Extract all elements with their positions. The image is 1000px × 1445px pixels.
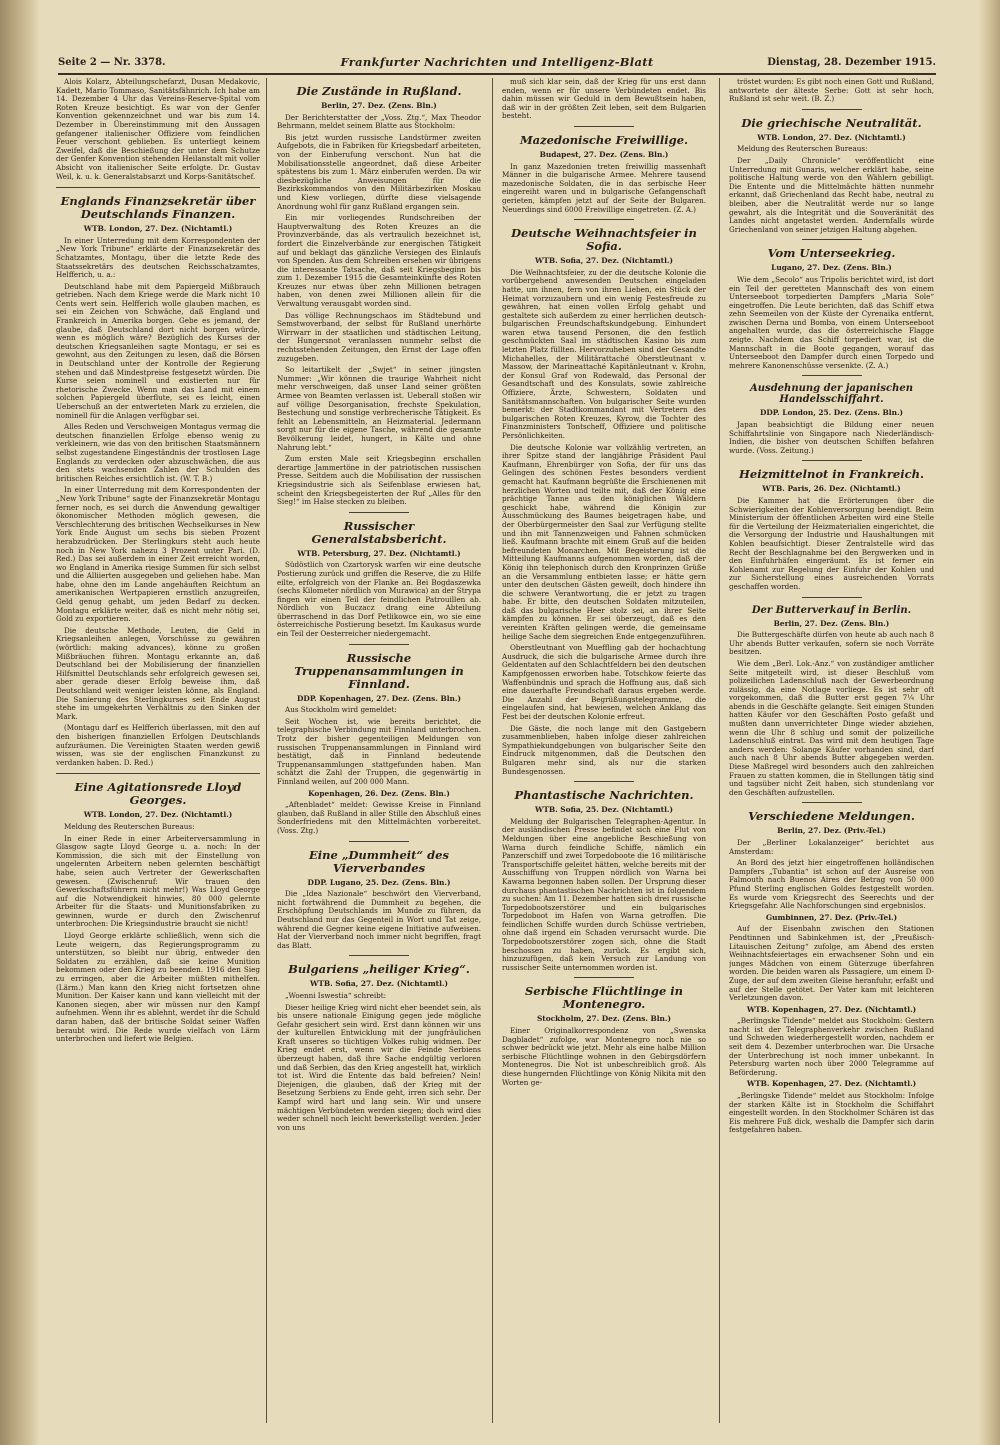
masthead: Frankfurter Nachrichten und Intelligenz-Blatt xyxy=(340,55,654,69)
article-divider xyxy=(802,597,862,598)
paragraph: Deutschland habe mit dem Papiergeld Mißbrauch getrieben. Nach dem Kriege werde die Mark nicht 10 Cents wert sein. Helfferich wolle glauben machen, es sei ein Zeichen von Schwäche, daß England und Frankreich in Amerika borgen. Gebe es jemand, der glaube, daß Deutschland dort nicht borgen würde, wenn es möglich wäre? Bezüglich des Kurses der deutschen Kriegsanleihen sagte Montagu, er sei es gewohnt, aus den Zeitungen zu lesen, daß die Börsen in Deutschland unter der Kontrolle der Regierung stehen und daß Mindestpreise festgesetzt würden. Die Kurse seien nominell und existierten nur für rhetorische Zwecke. Wenn man das Land mit einem solchen Papiergeld überflute, sei es leicht, einen Ueberschuß an der entwerteten Mark zu erzielen, die nominell für die Anlagen verfügbar sei. xyxy=(56,281,260,420)
dateline: Stockholm, 27. Dez. (Zens. Bln.) xyxy=(536,1014,672,1024)
headline-dummheit-vierverband: Eine „Dummheit“ des Vierverbandes xyxy=(309,847,449,875)
paragraph: „Berlingske Tidende“ meldet aus Stockholm: Gestern nacht ist der Telegraphenverkehr zwischen Rußland und Schweden wiederhergestellt worden, nachdem er seit dem 4. Dezember unterbrochen war. Die Ursache der Unterbrechung ist noch immer unbekannt. In Petersburg warten noch über 2000 Telegramme auf Beförderung. xyxy=(729,1016,934,1077)
dateline: WTB. Paris, 26. Dez. (Nichtamtl.) xyxy=(762,484,901,494)
paragraph: In einer Unterredung mit dem Korrespondenten der „New York Tribune“ erklärte der Finanzsekretär des Schatzamtes, Montagu, über die letzte Rede des Staatssekretärs des deutschen Reichsschatzamtes, Helfferich, u. a.: xyxy=(56,235,260,280)
dateline: DDP. London, 25. Dez. (Zens. Bln.) xyxy=(759,408,904,418)
article-continuation: muß sich klar sein, daß der Krieg für uns erst dann enden, wenn er für unsere Verbündeten endet. Bis dahin müssen wir Geduld in dem Bewußtsein haben, daß wir in der größten Zeit leben, seit dem Bulgarien besteht. xyxy=(502,78,706,121)
paragraph: Die Kammer hat die Erörterungen über die Schwierigkeiten der Kohlenversorgung beendigt. Beim Ministerium der öffentlichen Arbeiten wird eine Stelle für die Verteilung der Heizmaterialien eingerichtet, die die Versorgung der Industrie und Haushaltungen mit Kohlen beaufsichtigt. Dieser Zentralstelle wird das Recht der Beschlagnahme bei den Bergwerken und in den Einfuhrhäfen eingeräumt. Es ist ferner ein Kohlenamt zur Regelung der Einfuhr der Kohlen und zur Sicherstellung eines ausreichenden Vorrats geschaffen worden. xyxy=(729,496,934,591)
article-divider xyxy=(574,781,634,782)
paragraph: Die Gäste, die noch lange mit den Gastgebern zusammenblieben, haben infolge dieser zahlreichen Sympathiekundgebungen von bulgarischer Seite den Eindruck mitgenommen, daß die Deutschen den Bulgaren mehr sind, als nur die starken Bundesgenossen. xyxy=(502,723,706,776)
paragraph: Ein mir vorliegendes Rundschreiben der Hauptverwaltung des Roten Kreuzes an die Provinzverbände, das als vertraulich bezeichnet ist, fordert die Einzelverbände zur energischen Tätigkeit auf und beklagt das gänzliche Versiegen des Einlaufs von Spenden. Aus dem Schreiben ersehen wir übrigens die interessante Tatsache, daß seit Kriegsbeginn bis zum 1. Dezember 1915 die Gesamteinkünfte des Roten Kreuzes nur etwas über zehn Millionen betragen haben, von denen zwei Millionen allein für die Verwaltung verausgabt worden sind. xyxy=(277,213,481,309)
dateline: WTB. London, 27. Dez. (Nichtamtl.) xyxy=(83,224,233,234)
dateline: DDP. Kopenhagen, 27. Dez. (Zens. Bln.) xyxy=(297,693,461,703)
headline-lloyd-george: Eine Agitationsrede Lloyd Georges. xyxy=(74,780,242,808)
paragraph: „Aftenbladet“ meldet: Gewisse Kreise in Finnland glauben, daß Rußland in aller Stille den Abschluß eines Sonderfriedens mit den Mittelmächten vorbereitet. (Voss. Ztg.) xyxy=(277,800,481,835)
article-divider xyxy=(349,841,409,842)
dateline: WTB. London, 27. Dez. (Nichtamtl.) xyxy=(83,810,233,820)
paragraph: (Montagu darf es Helfferich überlassen, mit den auf den bisherigen finanziellen Erfolgen Deutschlands aufzuräumen. Die Vereinigten Staaten werden gewiß wissen, was sie der englischen Finanzkunst zu verdanken haben. D. Red.) xyxy=(56,723,260,767)
column-1 xyxy=(56,78,260,1428)
issue-date: Dienstag, 28. Dezember 1915. xyxy=(767,57,936,68)
paragraph: Lloyd George erklärte schließlich, wenn sich die Leute weigern, das Regierungsprogramm zu unterstützen, so bleibt nur übrig, entweder den Soldaten zu erzählen, daß sie keine Munition bekommen oder den Krieg zu beenden. 1916 den Sieg zu erringen, aber die Arbeiter müßten mithelfen. (Lärm.) Man kann den Krieg nicht fortsetzen ohne Munition. Der Kaiser kann und kann vielleicht mit der Kanonen siegen, aber wir müssen nur den Kampf aufnehmen. Wenn ihr es ablehnt, werdet ihr die Schuld daran haben, daß der britische Soldat seiner Waffen beraubt wird. Die Rede wurde vielfach von Lärm unterbrochen und liefert wie Belgien. xyxy=(56,931,260,1044)
dateline: DDP. Lugano, 25. Dez. (Zens. Bln.) xyxy=(307,877,451,887)
dateline: WTB. Kopenhagen, 27. Dez. (Nichtamtl.) xyxy=(746,1079,917,1089)
column-rule xyxy=(266,78,267,1423)
article-divider xyxy=(349,512,409,513)
dateline: Budapest, 27. Dez. (Zens. Bln.) xyxy=(539,149,669,159)
paragraph: Der „Daily Chronicle“ veröffentlicht eine Unterredung mit Gunaris, welcher erklärt habe, seine politische Haltung werde von den Wählern gebilligt. Die Entente und die Mittelmächte hätten nunmehr erkannt, daß Griechenland das Recht habe, neutral zu bleiben, aber die Neutralität werde nur so lange gewahrt, als die Integrität und die Souveränität des Landes nicht angetastet werden. Andernfalls würde Griechenland von seiner jetzigen Haltung abgehen. xyxy=(729,155,934,234)
headline-zustaende-russland: Die Zustände in Rußland. xyxy=(296,84,462,98)
paragraph: Der „Berliner Lokalanzeiger“ berichtet aus Amsterdam: xyxy=(729,838,934,856)
paragraph: An Bord des jetzt hier eingetroffenen holländischen Dampfers „Tubantia“ ist schon auf der Ausreise von Falmouth nach Buenos Aires der Betrag von 50 000 Pfund Sterling englischen Goldes festgestellt worden. Es wurde vom Kriegsrecht des Seerechts und der Kriegsgefahr. Alle Nachforschungen sind ergebnislos. xyxy=(729,858,934,911)
headline-heizmittelnot-frankreich: Heizmittelnot in Frankreich. xyxy=(739,467,924,482)
paragraph: Meldung der Bulgarischen Telegraphen-Agentur. In der ausländischen Presse befindet sich eine Flut von Meldungen über eine angebliche Beschießung von Warna durch feindliche Schiffe, nämlich ein Panzerschiff und zwei Torpedoboote die 16 militärische Transportschiffe geleitet hätten, welche bereits mit der Ausschiffung von Truppen nördlich von Warna bei Kawarna begonnen haben sollen. Der Ursprung dieser durchaus phantastischen Nachrichten ist in folgendem zu suchen: Am 11. Dezember hatten sich drei russische Torpedobootszerstörer und ein bulgarisches Torpedoboot im Hafen von Warna getroffen. Die feindlichen Schiffe wurden durch Schüsse vertrieben, ohne daß irgend ein Schaden verursacht wurde. Die Torpedobootszerstörer zogen sich, ohne die Stadt beschossen zu haben, zurück. Es ergibt sich, hinzuzufügen, daß kein Versuch zur Landung von russischer Seite unternommen worden ist. xyxy=(502,816,706,972)
headline-japanische-handelsschiffahrt: Ausdehnung der japanischen Handelsschiffahrt. xyxy=(750,383,913,406)
paragraph: Die „Idea Nazionale“ beschwört den Vierverband, nicht fortwährend die Dummheit zu begehen, die Erschöpfung Deutschlands im Munde zu führen, da Deutschland nur das Gegenteil in Wort und Tat zeige, während die Gegner keine eigene Initiative aufweisen. Hat der Vierverband noch immer nicht begriffen, fragt das Blatt. xyxy=(277,889,481,950)
book-binding-edge xyxy=(0,0,40,1445)
article-divider xyxy=(802,802,862,803)
headline-englands-finanzsekretaer: Englands Finanzsekretär über Deutschlands Finanzen. xyxy=(60,194,256,222)
dateline: Berlin, 27. Dez. (Zens. Bln.) xyxy=(321,101,437,110)
paragraph: So leitartikelt der „Swjet“ in seiner jüngsten Nummer: „Wir können die traurige Wahrheit nicht mehr verschweigen, daß unser Land seiner größten Armee von Beamten verlassen ist. Ueberall stoßen wir auf völlige Desorganisation, frechste Spekulation, Bestechung und sonstige verbrecherische Tätigkeit. Es fehlt an Lebensmitteln, an Heizmaterial. Jedermann sorgt nur für die eigene Tasche, während die gesamte Bevölkerung leidet, hungert, in Kälte und ohne Nahrung lebt.“ xyxy=(277,365,481,452)
dateline: WTB. Sofia, 27. Dez. (Nichtamtl.) xyxy=(535,256,673,266)
headline-weihnachtsfeier-sofia: Deutsche Weihnachtsfeier in Sofia. xyxy=(511,226,697,254)
dateline: Berlin, 27. Dez. (Zens. Bln.) xyxy=(773,618,890,628)
article-divider xyxy=(802,109,862,110)
paragraph: Aus Stockholm wird gemeldet: xyxy=(285,705,397,715)
paragraph: In ganz Mazedonien treten freiwillig massenhaft Männer in die bulgarische Armee. Mehrere tausend mazedonische Soldaten, die in das serbische Heer eingereiht waren und in bulgarische Gefangenschaft gerieten, kämpfen jetzt auf der Seite der Bulgaren. Neuerdings sind 6000 Freiwillige eingetreten. (Z. A.) xyxy=(502,161,706,214)
article-divider xyxy=(802,375,862,376)
paragraph: Der Berichterstatter der „Voss. Ztg.“, Max Theodor Behrmann, meldet seinem Blatte aus Stockholm: xyxy=(277,112,481,131)
headline-butterverkauf-berlin: Der Butterverkauf in Berlin. xyxy=(751,604,912,616)
article-continuation: tröstet wurden: Es gibt noch einen Gott und Rußland, antwortete der älteste Serbe: Gott ist sehr hoch, Rußland ist sehr weit. (B. Z.) xyxy=(729,78,934,104)
paragraph: In einer Unterredung mit dem Korrespondenten der „New York Tribune“ sagte der Finanzsekretär Montagu ferner noch, es sei durch die Anwendung gewaltiger ökonomischer Methoden möglich gewesen, die Verschlechterung des britischen Wechselkurses in New York Ende August um sechs bis sieben Prozent herabzudrücken. Der Sterlingkurs steht auch heute noch in New York nahezu 3 Prozent unter Pari. (D. Red.) Das sei außerdem in einer Zeit erreicht worden, wo England in Amerika riesige Summen für sich selbst und die Alliierten ausgegeben und geliehen habe. Man habe, ohne den im Lande angehäuften Reichtum an amerikanischen Wertpapieren ernstlich anzugreifen, Geld genug gehabt, um jeden Bedarf zu decken. Montagu erklärte weiter, daß es nicht mehr nötig sei, Gold zu exportieren. xyxy=(56,485,260,624)
paragraph: Japan beabsichtigt die Bildung einer neuen Schiffahrtslinie von Singapore nach Niederländisch-Indien, die bisher von deutschen Schiffen befahren wurde. (Voss. Zeitung.) xyxy=(729,420,934,455)
paragraph: Die deutsche Methode, Leuten, die Geld in Kriegsanleihen anlegen, Vorschüsse zu gewähren (wörtlich: making advances), könne zu großen Mißbräuchen führen. Montagu erkannte an, daß Deutschland bei der Mobilisierung der finanziellen Hilfsmittel Deutschlands sehr erfolgreich gewesen sei, aber gerade dieser Erfolg beweise ihm, daß Deutschland weit weniger leisten könne, als England. Die Sanierung des Sterlingkurses seit Ende August stehe im umgekehrten Verhältnis zu den Sinken der Mark. xyxy=(56,625,260,721)
paragraph: Dieser heilige Krieg wird nicht eher beendet sein, als bis unsere nationale Einigung gegen jede mögliche Gefahr gesichert sein wird. Erst dann können wir uns der kulturellen Entwicklung mit der jungfräulichen Kraft unseres so tüchtigen Volkes ruhig widmen. Der Krieg endet erst, wenn wir die Feinde Serbiens überzeugt haben, daß ihre Sache endgültig verloren und daß Serbien, das den Krieg angestellt hat, wirklich tot ist. Wird die Entente das bald befreien? Nein! Diejenigen, die glauben, daß der Krieg mit der Besetzung Serbiens zu Ende geht, irren sich sehr. Der Kampf wird hart und lang sein. Wir und unsere mächtigen Verbündeten werden siegen; doch wird dies weder schnell noch leicht bewerkstelligt werden. Jeder von uns xyxy=(277,1002,481,1132)
paragraph: „Woenni Iswestia“ schreibt: xyxy=(285,990,387,1000)
article-continuation: Alois Kolarz, Abteilungschefarzt, Dusan Medakovic, Kadett, Mario Tommaso, Sanitätsfähnrich. Ich habe am 14. Dezember 4 Uhr das Vereins-Reserve-Spital vom Roten Kreuze besichtigt. Es war von der Genfer Konvention gekennzeichnet und war bis zum 14. Dezember in Übereinstimmung mit den Aussagen gefangener italienischer Offiziere vom feindlichen Feuer verschont geblieben. Es unterliegt keinem Zweifel, daß die Beschießung der unter dem Schutze der Genfer Konvention stehenden Heilanstalt mit voller Absicht von italienischer Seite erfolgte. Dr. Gustav Weil, k. u. k. Generalstabsarzt und Korps-Sanitätschef. xyxy=(56,78,260,181)
headline-unterseekrieg: Vom Unterseekrieg. xyxy=(767,246,896,261)
dateline: Gumbinnen, 27. Dez. (Priv.-Tel.) xyxy=(765,912,898,922)
headline-bulgariens-heiliger-krieg: Bulgariens „heiliger Krieg“. xyxy=(288,962,470,977)
paragraph: „Berlingske Tidende“ meldet aus Stockholm: Infolge der starken Kälte ist in Stockholm die Schiffahrt eingestellt worden. In den Stockholmer Schären ist das Eis mehrere Fuß dick, weshalb die Dampfer sich darin festgefahren haben. xyxy=(729,1091,934,1135)
dateline: WTB. Kopenhagen, 27. Dez. (Nichtamtl.) xyxy=(746,1004,917,1014)
dateline: WTB. London, 27. Dez. (Nichtamtl.) xyxy=(757,132,906,142)
page-number: Seite 2 — Nr. 3378. xyxy=(58,57,166,68)
article-divider xyxy=(349,955,409,956)
paragraph: Meldung des Reuterschen Bureaus: xyxy=(737,144,868,154)
article-divider xyxy=(349,644,409,645)
headline-russischer-generalstabsbericht: Russischer Generalstabsbericht. xyxy=(311,518,447,546)
column-2 xyxy=(277,78,481,1428)
headline-truppenansammlungen-finnland: Russische Truppenansammlungen in Finnland. xyxy=(294,650,464,691)
paragraph: Alles Reden und Verschweigen Montagus vermag die deutschen finanziellen Erfolge ebenso wenig zu verkleinern, wie das von den britischen Staatsmännern selbst zugestandene Eingeständnis der trostlosen Lage Englands zu verdecken oder abzuschwächen, die aus den stets wachsenden Zahlen der Schulden des britischen Reiches ersichtlich ist. (W. T. B.) xyxy=(56,422,260,483)
page-header xyxy=(58,55,936,75)
article-divider xyxy=(574,219,634,220)
paragraph: Zum ersten Male seit Kriegsbeginn erschallen derartige Jammertöne in der patriotischen russischen Presse. Seitdem auch die Mobilisation der russischen Kriegsindustrie sich als Seifenblase erwiesen hat, scheint den Kriegsbegeisterten der Ruf „Alles für den Sieg!“ im Halse stecken zu bleiben. xyxy=(277,454,481,507)
paragraph: Bis jetzt wurden russische Landstürmer zweiten Aufgebots, die in Fabriken für Kriegsbedarf arbeiteten, von der Einberufung verschont. Nun hat die Mobilisationsstelle angeordnet, daß diese Arbeiter spätestens bis zum 1. März einberufen werden. Da wir diesbezügliche Anweisungen für die Bezirkskommandos von den Militärbezirken Moskau und Kiew vorliegen, dürfte diese vielsagende Anordnung wohl für ganz Rußland ergangen sein. xyxy=(277,132,481,211)
paragraph: Südöstlich von Czartorysk warfen wir eine deutsche Postierung zurück und griffen die Reserve, die zu Hilfe eilte, erfolgreich von der Flanke an. Bei Bogdaszewka (sechs Kilometer nördlich von Murawica) an der Strypa fingen wir einen Teil der feindlichen Patrouillen ab. Nördlich von Buczacz drang eine Abteilung überraschend in das Dorf Petlikowce ein, wo sie eine österreichische Postierung besetzt. Im Kaukasus wurde ein Teil der Oesterreicher niedergemacht. xyxy=(277,560,481,639)
headline-serbische-fluechtlinge: Serbische Flüchtlinge in Montenegro. xyxy=(524,984,683,1012)
headline-griechische-neutralitaet: Die griechische Neutralität. xyxy=(741,115,922,130)
paragraph: Die Buttergeschäfte dürfen von heute ab auch nach 8 Uhr abends Butter verkaufen, sofern sie noch Vorräte besitzen. xyxy=(729,630,934,657)
column-rule xyxy=(719,78,720,1423)
article-divider xyxy=(56,773,260,774)
article-divider xyxy=(802,239,862,240)
paragraph: Oberstleutnant von Mueffling gab der hochachtung Ausdruck, die sich die bulgarische Armee durch ihre Geldentaten auf den Schlachtfeldern bei den deutschen Kampfgenossen erworben habe. Totschkow feierte das Waffenbündnis und sprach die Hoffnung aus, daß sich eine dauerhafte Freundschaft daraus ergeben werde. Die Anzahl der Begrüßungstelegramme, die eingelaufen sind, hat bewiesen, welchen Anklang das Fest bei der deutschen Kolonie erfreut. xyxy=(502,643,706,721)
column-rule xyxy=(492,78,493,1423)
article-divider xyxy=(56,187,260,188)
headline-verschiedene-meldungen: Verschiedene Meldungen. xyxy=(748,809,915,824)
dateline: WTB. Sofia, 27. Dez. (Nichtamtl.) xyxy=(310,979,448,989)
dateline: WTB. Petersburg, 27. Dez. (Nichtamtl.) xyxy=(297,548,461,558)
article-divider xyxy=(802,460,862,461)
paragraph: Auf der Eisenbahn zwischen den Stationen Pendtinnen und Sabinkehmen ist, der „Preußisch-Litauischen Zeitung“ zufolge, am Abend des ersten Weihnachtsfeiertages ein erwachsener Sohn und ein junges Mädchen von einem Güterzuge überfahren worden. Die beiden waren als Passagiere, um einem D-Zuge, der auf dem zweiten Gleise heranfuhr, erfaßt und auf der Stelle getötet. Der Vater kam mit leichteren Verletzungen davon. xyxy=(729,924,934,1003)
paragraph: Wie dem „Berl. Lok.-Anz.“ von zuständiger amtlicher Seite mitgeteilt wird, ist dieser Beschluß vom polizeilichen Ladenschluß nach der Gewerbeordnung zulässig, da eine Notlage vorliege. Es ist sehr oft vorgekommen, daß die Butter erst gegen 7¼ Uhr abends in die Geschäfte gelangte. Seit einigen Stunden hatten Käufer vor den Geschäften Posto gefaßt und mußten dann unverrichteter Dinge wieder abziehen, wenn die Uhr 8 schlug und somit der polizeiliche Ladenschluß eintrat. Das wird mit dem heutigen Tage anders werden: Solange Käufer vorhanden sind, darf auch nach 8 Uhr abends Butter abgegeben werden. Diese Maßregel wird besonders auch den zahlreichen Frauen zu statten kommen, die in Stellungen tätig sind und tagsüber nicht Zeit haben, sich stundenlang vor den Geschäften aufzustellen. xyxy=(729,658,934,797)
dateline: WTB. Sofia, 25. Dez. (Nichtamtl.) xyxy=(535,805,673,815)
column-3 xyxy=(502,78,706,1428)
paragraph: Seit Wochen ist, wie bereits berichtet, die telegraphische Verbindung mit Finnland unterbrochen. Trotz der bisher gegenteiligen Meldungen von russischen Truppenansammlungen in Finnland wird bestätigt, daß in Finnland bedeutende Truppenansammlungen stattgefunden haben. Man schätzt die Zahl der Truppen, die gegenwärtig in Finnland weilen, auf 200 000 Mann. xyxy=(277,716,481,786)
paragraph: Die Weihnachtsfeier, zu der die deutsche Kolonie die vorübergehend anwesenden Deutschen eingeladen hatte, um ihnen, fern von ihren Lieben, ein Stück der Heimat vorzuzaubern und ein wenig Festesfreude zu gewähren, hat einen vollen Erfolg gehabt und gestaltete sich außerdem zu einer herrlichen deutsch-bulgarischen Freundschaftskundgebung. Einhundert waren etwa tausend Personen, die den festlich geschmückten Saal im städtischen Kasino bis zum letzten Platz füllten. Hervorzuheben sind der Gesandte Michahelles, der Militärattaché Oberstleutnant v. Massow, der Marineattaché Kapitänleutnant v. Krohn, der Konsul Graf von Rodewald, das Personal der Gesandtschaft und des Konsulats, sowie zahlreiche Offiziere, Ärzte, Schwestern, Soldaten und Sanitätsmannschaften. Von bulgarischer Seite wurden bemerkt: der Stadtkommandant mit Vertretern des bulgarischen Roten Kreuzes, Kyrow, die Tochter des Finanzministers Tontscheff, Offiziere und politische Persönlichkeiten. xyxy=(502,267,706,440)
dateline: Kopenhagen, 26. Dez. (Zens. Bln.) xyxy=(308,788,450,798)
article-divider xyxy=(574,977,634,978)
page-right-edge xyxy=(978,0,1000,1445)
article-divider xyxy=(574,126,634,127)
headline-mazedonische-freiwillige: Mazedonische Freiwillige. xyxy=(519,132,689,147)
paragraph: Die deutsche Kolonie war vollzählig vertreten, an ihrer Spitze stand der langjährige Präsident Paul Kaufmann, Ehrenbürger von Sofia, der für uns das Gelingen des schönen Festes besonders verdient gemacht hat. Kaufmann begrüßte die Erschienenen mit herzlichen Worten und teilte mit, daß der König eine prächtige Tanne aus den königlichen Wäldern geschickt habe, während die Königin zur Ausschmückung des Baumes beigetragen habe, und der Oberbürgermeister den Saal zur Verfügung stellte und ihn mit Tannenzweigen und Fahnen schmücken ließ. Kaufmann brachte mit einem Gruß auf die beiden befreundeten Monarchen. Mit Begeisterung ist die Mitteilung Kaufmanns aufgenommen worden, daß der König ihn telephonisch durch den Kronprinzen Grüße an die Versammlung entbieten lasse; er hätte gern unter den deutschen Gästen geweilt, doch hindere ihn die schwere Verantwortung, die er jetzt zu tragen habe. Er bitte, den deutschen Soldaten mitzuteilen, daß das bulgarische Heer stolz sei, an ihrer Seite kämpfen zu können. Er sei überzeugt, daß es den vereinten Kräften gelingen werde, die gemeinsame heilige Sache dem siegreichen Ende entgegenzuführen. xyxy=(502,442,706,641)
paragraph: In einer Rede in einer Arbeiterversammlung in Glasgow sagte Lloyd George u. a. noch: In der Kommission, die sich mit der Einstellung von ungelernten Arbeitern neben gelernten beschäftigt habe, seien auch Vertreter der Gewerkschaften gewesen. (Zwischenruf: Wir trauen den Gewerkschaftsführern nicht mehr!) Was Lloyd George auf die Notwendigkeit hinwies, 80 000 gelernte Arbeiter für die Staats- und Munitionsfabriken zu gewinnen, wurde er durch den Zwischenruf unterbrochen: Die Kriegsindustrie braucht sie nicht! xyxy=(56,833,260,929)
column-4 xyxy=(729,78,934,1428)
headline-phantastische-nachrichten: Phantastische Nachrichten. xyxy=(514,788,694,803)
dateline: Berlin, 27. Dez. (Priv.-Tel.) xyxy=(777,826,886,836)
paragraph: Wie dem „Secolo“ aus Tripolis berichtet wird, ist dort ein Teil der geretteten Mannschaft des von einem Unterseeboot torpedierten Dampfers „Maria Sole“ eingetroffen. Die Leute berichten, daß das Schiff etwa zehn Seemeilen von der Küste der Cyrenaika entfernt, zwischen Derna und Bomba, von einem Unterseeboot angehalten wurde, das die österreichische Flagge zeigte. Nachdem das Schiff torpediert war, ist die Mannschaft in die Boote gegangen, worauf das Unterseeboot den Dampfer durch einen Torpedo und mehrere Kanonenschüsse versenkte. (Z. A.) xyxy=(729,274,934,370)
dateline: Lugano, 27. Dez. (Zens. Bln.) xyxy=(771,263,892,273)
paragraph: Meldung des Reuterschen Bureaus: xyxy=(64,821,195,831)
paragraph: Einer Originalkorrespondenz von „Swenska Dagbladet“ zufolge, war Montenegro noch nie so schwer bedrückt wie jetzt. Mehr als eine halbe Million serbische Flüchtlinge wohnen in den Gebirgsdörfern Montenegros. Die Not ist unbeschreiblich groß. Als diese hungernden Flüchtlinge von König Nikita mit den Worten ge- xyxy=(502,1026,706,1087)
paragraph: Das völlige Rechnungschaos im Städtebund und Semstwoverband, der selbst für Rußland unerhörte Wirrwarr in der staatlichen und städtischen Leitung, der Hungersnot veranlassen nunmehr selbst die rechtsstehenden Zeitungen, den Ernst der Lage offen zuzugeben. xyxy=(277,310,481,363)
